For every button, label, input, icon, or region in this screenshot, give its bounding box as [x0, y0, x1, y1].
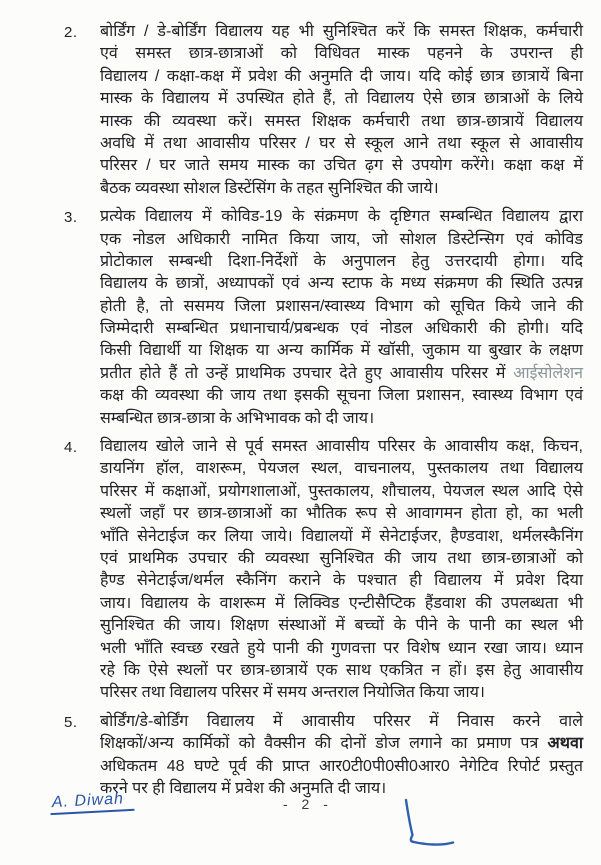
text-line: प्रत्येक विद्यालय में कोविड-19 के संक्रमण के दृष्टिगत सम्बन्धित विद्यालय द्वारा — [100, 208, 583, 226]
text-line: जाय। विद्यालय के वाशरूम में लिक्विड एन्टीसैप्टिक हैंडवाश की उपलब्धता भी — [100, 594, 583, 612]
text-line: बोर्डिंग / डे-बोर्डिंग विद्यालय यह भी सुनिश्चित करें कि समस्त शिक्षक, कर्मचारी — [100, 23, 583, 40]
text-line: मास्क के विद्यालय में उपस्थित होते हैं, तो विद्यालय ऐसे छात्र छात्राओं के लिये — [100, 90, 583, 108]
item-number: 3. — [64, 209, 78, 227]
text-line: सम्बन्धित छात्र-छात्रा के अभिभावक को दी जाय। — [100, 409, 375, 427]
text-line: विद्यालय के छात्रों, अध्यापकों एवं अन्य स्टाफ के मध्य संक्रमण की स्थिति उत्पन्न — [100, 275, 583, 293]
text-line: होती है, तो ससमय जिला प्रशासन/स्वास्थ्य विभाग को सूचित किये जाने की — [100, 297, 583, 315]
text-line: करने पर ही विद्यालय में प्रवेश की अनुमति दी जाय। — [100, 779, 387, 797]
page-number: - 2 - — [283, 796, 333, 812]
text-line: मास्क की व्यवस्था करें। समस्त शिक्षक कर्मचारी तथा छात्र-छात्रायें विद्यालय — [100, 112, 583, 130]
text-line: जिम्मेदारी सम्बन्धित प्रधानाचार्य/प्रबन्धक एवं नोडल अधिकारी की होगी। यदि — [100, 320, 583, 338]
list-item — [64, 711, 583, 801]
document-items — [64, 21, 583, 800]
item-text — [100, 711, 583, 801]
text-line — [100, 363, 583, 385]
item-number: 5. — [64, 713, 78, 731]
text-line: परिसर तथा विद्यालय परिसर में समय अन्तराल नियोजित किया जाय। — [100, 684, 486, 702]
item-number: 2. — [64, 24, 78, 41]
emphasized-word: अथवा — [547, 735, 583, 753]
text-line: विद्यालय खोले जाने से पूर्व समस्त आवासीय परिसर के आवासीय कक्ष, किचन, — [100, 438, 583, 456]
text-line: स्थलों जहाँ पर छात्र-छात्राओं का भौतिक रूप से आवागमन होता हो, का भली — [100, 505, 583, 523]
text-line: एवं प्राथमिक उपचार की व्यवस्था सुनिश्चित की जाय तथा छात्र-छात्राओं को — [100, 549, 583, 567]
text-line: अधिकतम 48 घण्टे पूर्व की प्राप्त आर0टी0पी0सी0आर0 नेगेटिव रिपोर्ट प्रस्तुत — [100, 757, 583, 775]
signature-text: A. Diwah — [50, 790, 135, 815]
item-number: 4. — [64, 439, 78, 457]
item-text — [100, 436, 583, 705]
list-item — [64, 206, 583, 430]
text-line: बैठक व्यवस्था सोशल डिस्टेंसिंग के तहत सुनिश्चित की जाये। — [100, 179, 439, 197]
text-line — [100, 733, 583, 755]
text-segment: प्रतीत होते हैं तो उन्हें प्राथमिक उपचार देते हुए आवासीय परिसर में — [100, 364, 514, 382]
list-item — [64, 436, 583, 705]
item-text — [100, 206, 583, 430]
list-item — [64, 21, 583, 200]
text-line: भली भाँति स्वच्छ रखते हुये पानी की गुणवत्ता पर विशेष ध्यान रखा जाय। ध्यान — [100, 639, 583, 657]
text-line: सुनिश्चित की जाय। शिक्षण संस्थाओं में बच्चों के पीने के पानी का स्थल भी — [100, 617, 583, 635]
text-line: डायनिंग हॉल, वाशरूम, पेयजल स्थल, वाचनालय, पुस्तकालय तथा विद्यालय — [100, 460, 583, 478]
text-line: प्रोटोकाल सम्बन्धी दिशा-निर्देशों के अनुपालन हेतु उत्तरदायी होगा। यदि — [100, 252, 583, 270]
text-segment: शिक्षकों/अन्य कार्मिकों को वैक्सीन की दोनों डोज लगाने का प्रमाण पत्र — [100, 735, 548, 753]
text-line: एक नोडल अधिकारी नामित किया जाय, जो सोशल डिस्टेन्सिग एवं कोविड — [100, 230, 583, 248]
text-line: परिसर में कक्षाओं, प्रयोगशालाओं, पुस्तकालय, शौचालय, पेयजल स्थल आदि ऐसे — [100, 482, 583, 500]
faint-word: आईसोलेशन — [513, 364, 583, 382]
text-line: विद्यालय / कक्षा-कक्ष में प्रवेश की अनुमति दी जाय। यदि कोई छात्र छात्रायें बिना — [100, 67, 583, 85]
item-text — [100, 21, 583, 200]
text-line: अवधि में तथा आवासीय परिसर / घर से स्कूल आने तथा स्कूल से आवासीय — [100, 134, 583, 152]
text-line: किसी विद्यार्थी या शिक्षक या अन्य कार्मिक में खॉसी, जुकाम या बुखार के लक्षण — [100, 342, 583, 360]
signature — [50, 790, 135, 815]
text-line: बोर्डिंग/डे-बोर्डिंग विद्यालय में आवासीय परिसर में निवास करने वाले — [100, 712, 583, 730]
text-line: कक्ष की व्यवस्था की जाय तथा इसकी सूचना जिला प्रशासन, स्वास्थ्य विभाग एवं — [100, 387, 583, 405]
text-line: भाँति सेनेटाईज कर लिया जाये। विद्यालयों में सेनेटाईजर, हैण्डवाश, थर्मलस्कैनिंग — [100, 527, 583, 545]
text-line: परिसर / घर जाते समय मास्क का उचित ढ़ग से उपयोग करेंगे। कक्षा कक्ष में — [100, 157, 583, 175]
text-line: हैण्ड सेनेटाईज/थर्मल स्कैनिंग कराने के पश्चात ही विद्यालय में प्रवेश दिया — [100, 572, 583, 590]
pen-mark-icon — [392, 797, 462, 853]
text-line: रहे कि ऐसे स्थलों पर छात्र-छात्रायें एक साथ एकत्रित न हों। इस हेतु आवासीय — [100, 661, 583, 679]
text-line: एवं समस्त छात्र-छात्राओं को विधिवत मास्क पहनने के उपरान्त ही — [100, 45, 583, 63]
